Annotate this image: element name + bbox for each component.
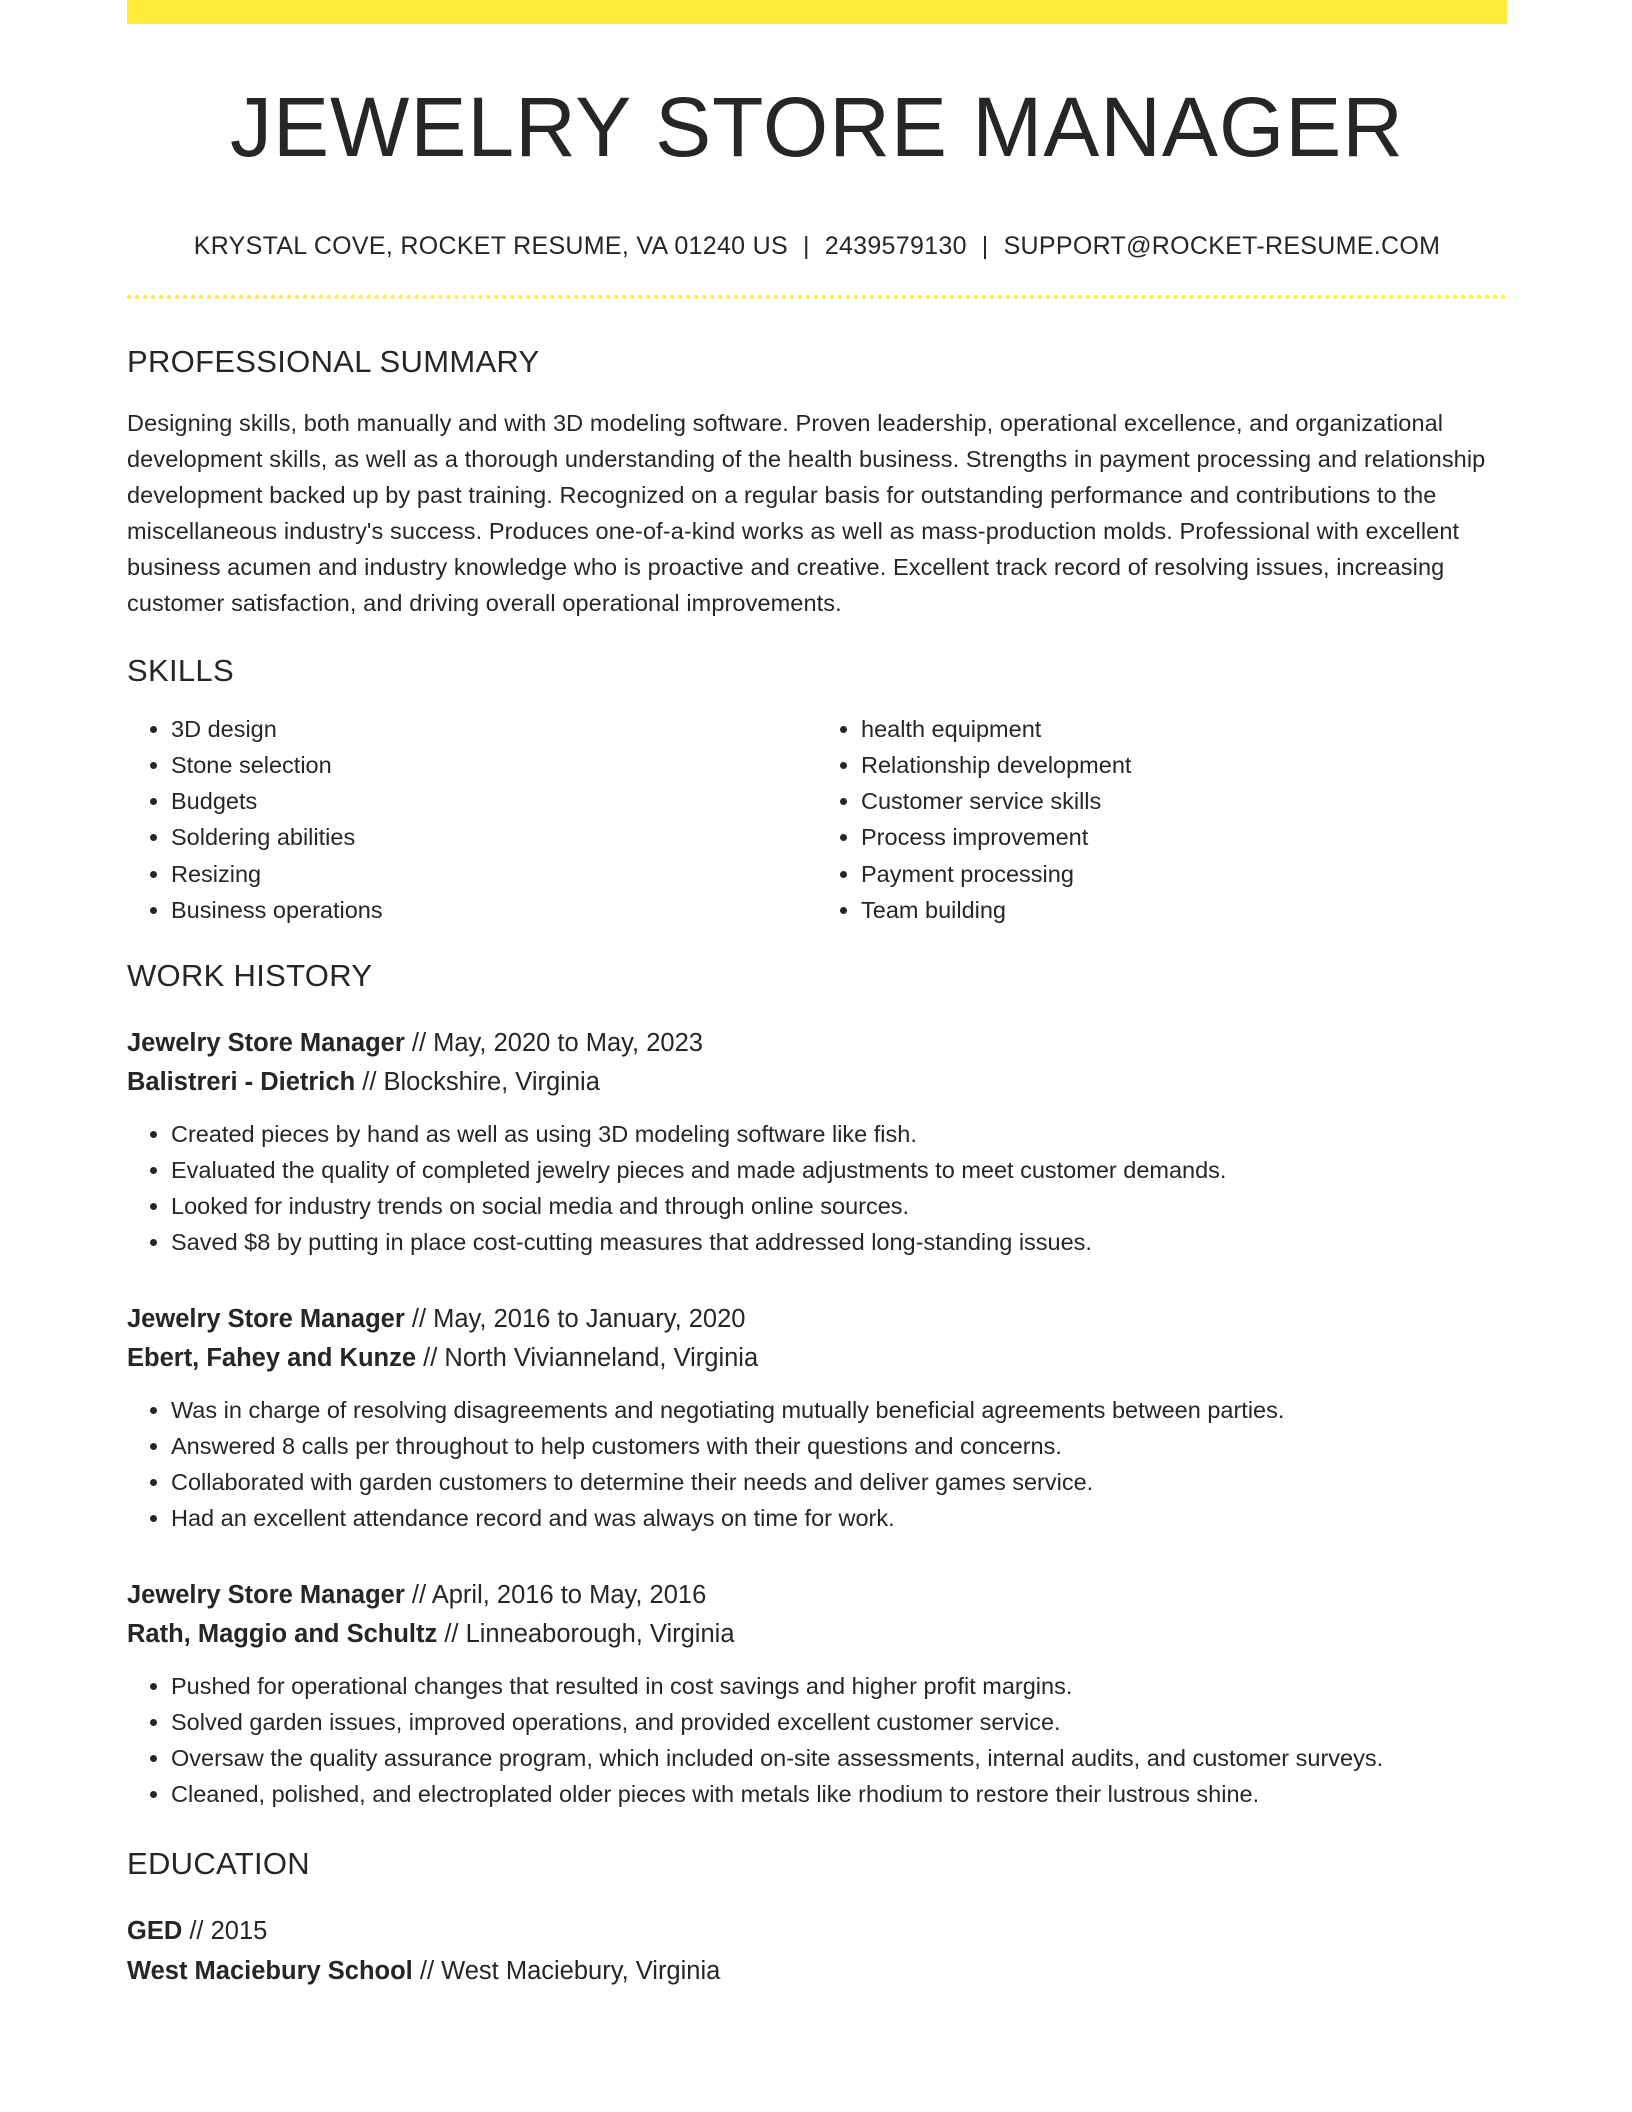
education-school-line	[127, 1951, 1507, 1991]
education-location: // West Maciebury, Virginia	[412, 1957, 721, 1986]
job-bullet: • Pushed for operational changes that resulted in cost savings and higher profit margins.	[171, 1668, 1507, 1704]
job-location: // Blockshire, Virginia	[355, 1067, 600, 1096]
skill-item: • Soldering abilities	[171, 819, 817, 855]
contact-separator: |	[981, 232, 989, 261]
job-company: Ebert, Fahey and Kunze	[127, 1343, 417, 1372]
job-bullets	[127, 1668, 1507, 1812]
job-bullet: • Had an excellent attendance record and was always on time for work.	[171, 1500, 1507, 1536]
job-bullet: • Oversaw the quality assurance program, which included on-site assessments, internal audits, and customer surveys.	[171, 1740, 1507, 1776]
skill-item: • Business operations	[171, 892, 817, 928]
skill-item: • Payment processing	[861, 856, 1507, 892]
dotted-divider	[127, 295, 1507, 299]
job-company: Rath, Maggio and Schultz	[127, 1619, 438, 1648]
job-bullets	[127, 1392, 1507, 1536]
job-bullet: • Cleaned, polished, and electroplated older pieces with metals like rhodium to restore their lustrous shine.	[171, 1776, 1507, 1812]
job-role: Jewelry Store Manager	[127, 1305, 405, 1334]
education-entry	[127, 1911, 1507, 1991]
education-degree: GED	[127, 1917, 183, 1946]
job-bullet: • Evaluated the quality of completed jewelry pieces and made adjustments to meet customer demands.	[171, 1152, 1507, 1188]
job-role: Jewelry Store Manager	[127, 1581, 405, 1610]
resume-page	[127, 0, 1507, 1991]
education-degree-line	[127, 1911, 1507, 1951]
job-bullet: • Answered 8 calls per throughout to help customers with their questions and concerns.	[171, 1428, 1507, 1464]
job-bullets	[127, 1116, 1507, 1260]
skills-list	[127, 711, 1507, 928]
job-company-line	[127, 1339, 1507, 1378]
skill-item: • Customer service skills	[861, 783, 1507, 819]
job-bullet: • Saved $8 by putting in place cost-cutting measures that addressed long-standing issues.	[171, 1224, 1507, 1260]
contact-separator: |	[802, 232, 810, 261]
job-dates: // May, 2016 to January, 2020	[404, 1305, 746, 1334]
job-bullet: • Collaborated with garden customers to determine their needs and deliver games service.	[171, 1464, 1507, 1500]
contact-line	[127, 231, 1507, 261]
job-company-line	[127, 1615, 1507, 1654]
skill-item: • Budgets	[171, 783, 817, 819]
skills-column-right	[817, 711, 1507, 928]
skills-column-left	[127, 711, 817, 928]
job-location: // North Vivianneland, Virginia	[416, 1343, 759, 1372]
job-bullet: • Solved garden issues, improved operations, and provided excellent customer service.	[171, 1704, 1507, 1740]
education-school: West Maciebury School	[127, 1957, 413, 1986]
skill-item: • health equipment	[861, 711, 1507, 747]
job-title-line	[127, 1024, 1507, 1063]
summary-heading: PROFESSIONAL SUMMARY	[127, 344, 540, 380]
job-dates: // May, 2020 to May, 2023	[404, 1029, 703, 1058]
job-company: Balistreri - Dietrich	[127, 1067, 356, 1096]
job-entry	[127, 1576, 1507, 1812]
skill-item: • 3D design	[171, 711, 817, 747]
summary-text: Designing skills, both manually and with 3D modeling software. Proven leadership, operational excellence, and organizational development skills, as well as a thorough understanding of the health business. Strengths in payment processing and relationship development backed up by past training. Recognized on a regular basis for outstanding performance and contributions to the miscellaneous industry's success. Produces one-of-a-kind works as well as mass-production molds. Professional with excellent business acumen and industry knowledge who is proactive and creative. Excellent track record of resolving issues, increasing customer satisfaction, and driving overall operational improvements.	[127, 409, 1486, 616]
job-title-line	[127, 1576, 1507, 1615]
job-location: // Linneaborough, Virginia	[437, 1619, 735, 1648]
skills-heading: SKILLS	[127, 652, 234, 688]
job-bullet: • Created pieces by hand as well as using 3D modeling software like fish.	[171, 1116, 1507, 1152]
skill-item: • Resizing	[171, 856, 817, 892]
job-entry	[127, 1300, 1507, 1536]
skill-item: • Team building	[861, 892, 1507, 928]
accent-top-bar	[127, 0, 1507, 24]
education-heading: EDUCATION	[127, 1846, 310, 1882]
education-year: // 2015	[182, 1917, 268, 1946]
skill-item: • Process improvement	[861, 819, 1507, 855]
job-dates: // April, 2016 to May, 2016	[404, 1581, 707, 1610]
contact-address: KRYSTAL COVE, ROCKET RESUME, VA 01240 US	[193, 232, 788, 261]
resume-title: JEWELRY STORE MANAGER	[230, 80, 1404, 174]
job-bullet: • Looked for industry trends on social media and through online sources.	[171, 1188, 1507, 1224]
contact-phone: 2439579130	[824, 232, 967, 261]
work-history-heading: WORK HISTORY	[127, 957, 373, 993]
job-company-line	[127, 1063, 1507, 1102]
job-title-line	[127, 1300, 1507, 1339]
job-bullet: • Was in charge of resolving disagreements and negotiating mutually beneficial agreements between parties.	[171, 1392, 1507, 1428]
job-role: Jewelry Store Manager	[127, 1029, 405, 1058]
job-entry	[127, 1024, 1507, 1260]
skill-item: • Relationship development	[861, 747, 1507, 783]
skill-item: • Stone selection	[171, 747, 817, 783]
contact-email: SUPPORT@ROCKET-RESUME.COM	[1003, 232, 1441, 261]
